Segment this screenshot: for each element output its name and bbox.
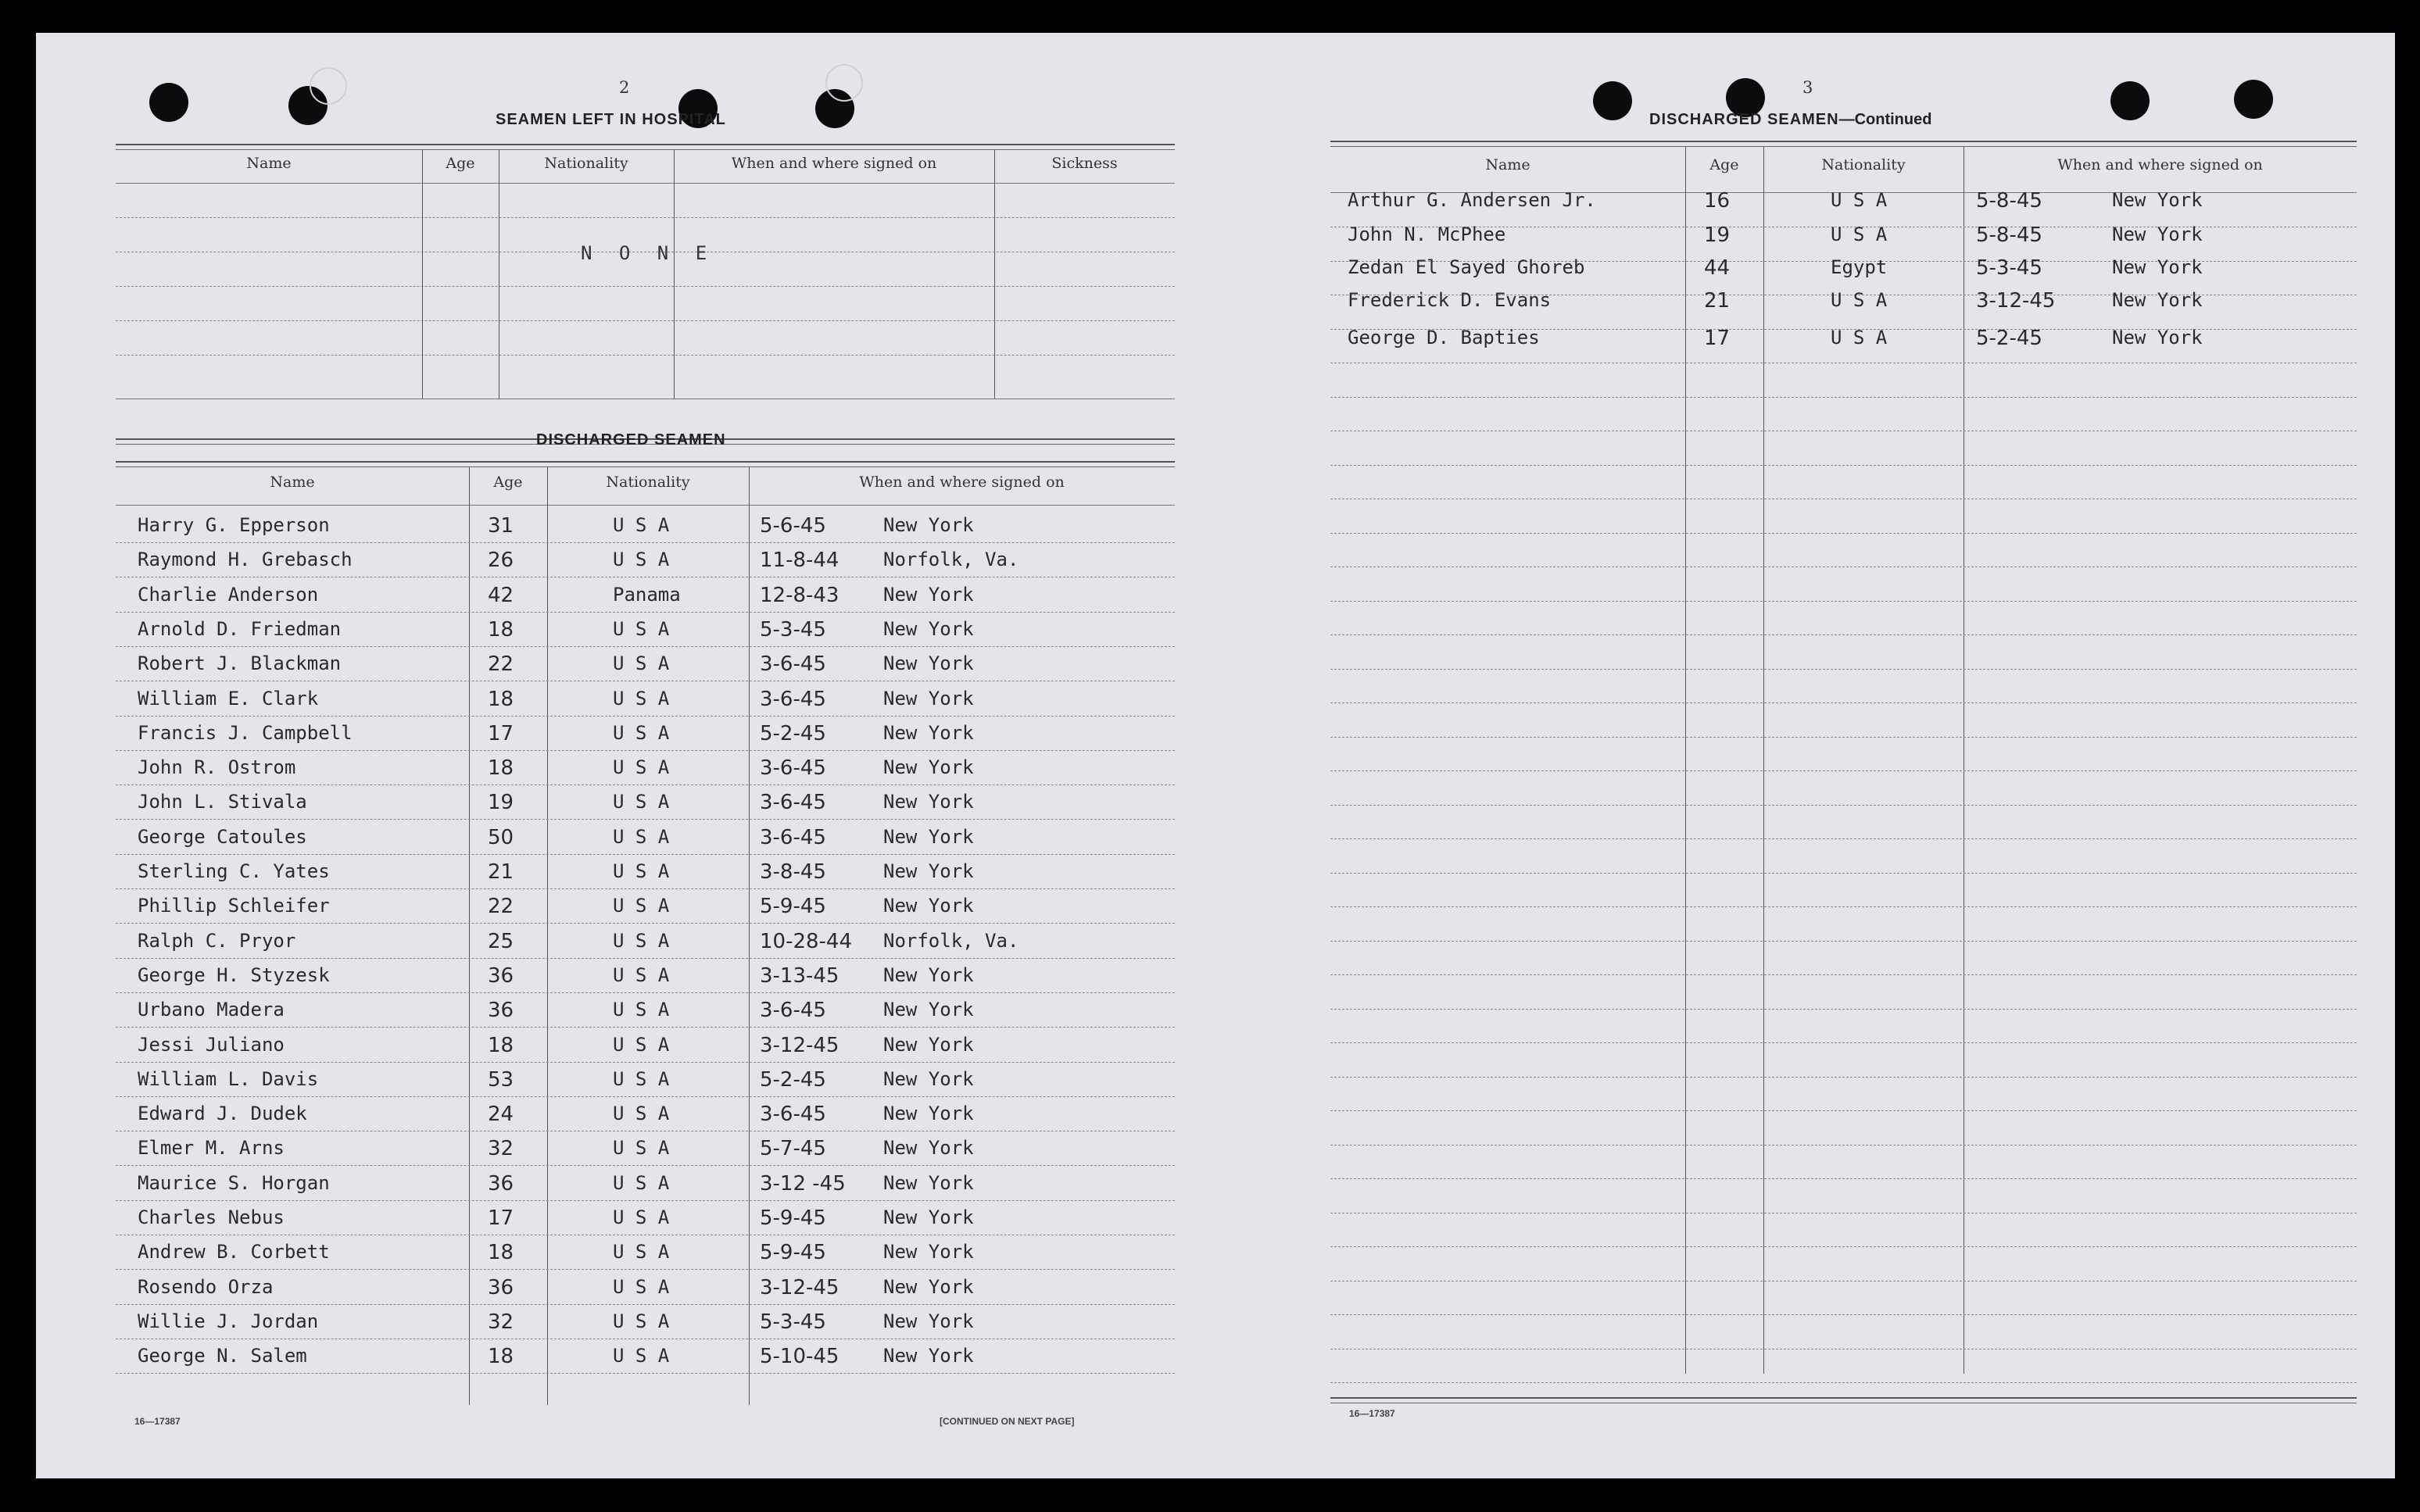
col-header-sickness: Sickness [1051,155,1118,172]
cell-name: Harry G. Epperson [138,514,330,536]
cell-age: 18 [488,1034,514,1057]
cell-date: 10-28-44 [760,930,853,953]
cell-age: 17 [1704,327,1731,350]
cell-age: 22 [488,895,514,918]
row-rule [1330,601,2357,602]
cell-age: 19 [1704,223,1731,247]
cell-name: Urbano Madera [138,999,285,1021]
cell-date: 5-8-45 [1976,189,2042,213]
row-rule [1330,634,2357,635]
cell-date: 5-8-45 [1976,223,2042,247]
cell-date: 5-2-45 [760,1068,826,1092]
cell-name: John L. Stivala [138,791,307,813]
row-rule [1330,669,2357,670]
cell-nationality: U S A [613,999,670,1021]
punch-hole [1593,81,1632,120]
punch-hole-faint [825,64,863,102]
cell-place: New York [883,999,974,1021]
cell-age: 22 [488,652,514,676]
section-title-hospital: SEAMEN LEFT IN HOSPITAL [496,111,726,128]
row-rule [116,888,1175,889]
punch-hole [2234,80,2273,119]
col-header-age: Age [446,155,475,172]
cell-date: 5-9-45 [760,1241,826,1264]
cell-nationality: U S A [613,826,670,848]
cell-name: Arthur G. Andersen Jr. [1348,189,1596,211]
row-rule [116,1269,1175,1270]
col-header-nationality: Nationality [544,155,628,172]
cell-place: New York [2112,189,2203,211]
cell-name: Rosendo Orza [138,1276,274,1298]
cell-place: New York [883,1345,974,1367]
row-rule [1330,702,2357,703]
cell-nationality: U S A [613,1034,670,1056]
cell-place: New York [2112,223,2203,245]
row-rule [116,542,1175,543]
left-page [36,33,1193,1478]
col-header-signed-on: When and where signed on [731,155,937,172]
cell-name: William E. Clark [138,688,319,710]
cell-name: Phillip Schleifer [138,895,330,917]
cell-place: New York [883,618,974,640]
continued-note: [CONTINUED ON NEXT PAGE] [940,1416,1075,1427]
cell-name: Jessi Juliano [138,1034,285,1056]
row-rule [1330,1246,2357,1247]
cell-nationality: U S A [1831,289,1888,311]
cell-nationality: U S A [613,514,670,536]
cell-age: 17 [488,722,514,745]
cell-age: 44 [1704,256,1731,280]
cell-nationality: U S A [613,756,670,778]
row-rule [116,923,1175,924]
cell-place: New York [883,722,974,744]
col-header-nationality: Nationality [606,474,690,491]
cell-nationality: U S A [613,895,670,917]
cell-age: 19 [488,791,514,814]
col-header-name: Name [246,155,292,172]
row-rule [1330,737,2357,738]
row-rule [1330,974,2357,975]
cell-name: George Catoules [138,826,307,848]
cell-nationality: U S A [613,1068,670,1090]
cell-nationality: U S A [613,1172,670,1194]
row-rule [116,1373,1175,1374]
cell-nationality: U S A [1831,189,1888,211]
cell-nationality: U S A [613,722,670,744]
hospital-entry: N O N E [581,242,715,264]
cell-place: New York [883,1068,974,1090]
cell-date: 3-6-45 [760,999,826,1022]
cell-date: 11-8-44 [760,549,839,572]
cell-date: 3-12 -45 [760,1172,846,1196]
cell-date: 3-13-45 [760,964,839,988]
cell-date: 3-6-45 [760,756,826,780]
cell-date: 5-2-45 [1976,327,2042,350]
form-number: 16—17387 [134,1416,181,1427]
row-rule [1330,805,2357,806]
cell-name: Frederick D. Evans [1348,289,1552,311]
cell-name: Maurice S. Horgan [138,1172,330,1194]
cell-age: 36 [488,1276,514,1299]
cell-age: 53 [488,1068,514,1092]
cell-nationality: U S A [613,549,670,570]
cell-age: 18 [488,756,514,780]
cell-place: New York [883,1206,974,1228]
discharged-table [116,461,1175,1410]
cell-name: Elmer M. Arns [138,1137,285,1159]
cell-place: New York [883,652,974,674]
punch-hole [149,83,188,122]
cell-nationality: U S A [613,1276,670,1298]
cell-name: Sterling C. Yates [138,860,330,882]
cell-nationality: U S A [613,1345,670,1367]
cell-age: 26 [488,549,514,572]
document-scan [36,33,2395,1478]
cell-age: 18 [488,1241,514,1264]
row-rule [116,612,1175,613]
cell-name: George D. Bapties [1348,327,1540,349]
row-rule [1330,397,2357,398]
cell-date: 5-3-45 [760,1310,826,1334]
cell-date: 3-12-45 [760,1276,839,1299]
cell-date: 5-2-45 [760,722,826,745]
cell-date: 3-6-45 [760,826,826,849]
cell-name: Zedan El Sayed Ghoreb [1348,256,1585,278]
right-page [1271,33,2395,1478]
cell-name: John N. McPhee [1348,223,1506,245]
row-rule [1330,1110,2357,1111]
cell-date: 3-6-45 [760,791,826,814]
cell-name: Charlie Anderson [138,584,319,606]
cell-name: Robert J. Blackman [138,652,342,674]
cell-age: 21 [488,860,514,884]
cell-place: New York [2112,256,2203,278]
row-rule [116,819,1175,820]
cell-place: New York [883,1137,974,1159]
cell-age: 31 [488,514,514,538]
cell-nationality: U S A [613,688,670,710]
row-rule [1330,873,2357,874]
section-title-discharged-continued: DISCHARGED SEAMEN—Continued [1649,111,1932,128]
cell-age: 36 [488,999,514,1022]
cell-nationality: U S A [613,652,670,674]
punch-hole-faint [310,67,347,105]
cell-nationality: U S A [613,860,670,882]
cell-nationality: U S A [613,1241,670,1263]
cell-name: George N. Salem [138,1345,307,1367]
cell-date: 5-9-45 [760,1206,826,1230]
row-rule [1330,1042,2357,1043]
row-rule [1330,838,2357,839]
cell-nationality: U S A [613,1206,670,1228]
page-number: 2 [619,78,630,97]
row-rule [1330,1314,2357,1315]
cell-date: 3-6-45 [760,1103,826,1126]
cell-nationality: U S A [613,618,670,640]
row-rule [116,1200,1175,1201]
cell-age: 16 [1704,189,1731,213]
cell-date: 3-8-45 [760,860,826,884]
cell-place: New York [883,1103,974,1124]
row-rule [1330,1145,2357,1146]
col-header-nationality: Nationality [1821,156,1906,173]
continued-suffix: —Continued [1838,111,1932,128]
cell-date: 5-9-45 [760,895,826,918]
cell-place: Norfolk, Va. [883,930,1019,952]
cell-place: New York [2112,327,2203,349]
cell-place: New York [883,1241,974,1263]
row-rule [116,1096,1175,1097]
cell-place: New York [883,688,974,710]
cell-place: New York [883,895,974,917]
cell-age: 50 [488,826,514,849]
cell-age: 42 [488,584,514,607]
page-number: 3 [1802,78,1813,97]
row-rule [1330,1178,2357,1179]
row-rule [116,1304,1175,1305]
cell-date: 3-6-45 [760,652,826,676]
cell-nationality: Panama [613,584,681,606]
cell-place: New York [883,826,974,848]
row-rule [1330,770,2357,771]
cell-age: 36 [488,964,514,988]
cell-nationality: U S A [613,791,670,813]
cell-place: New York [883,756,974,778]
cell-nationality: U S A [613,1137,670,1159]
cell-name: Edward J. Dudek [138,1103,307,1124]
cell-place: Norfolk, Va. [883,549,1019,570]
row-rule [116,646,1175,647]
cell-place: New York [883,1172,974,1194]
discharged-table-continued [1330,141,2357,1410]
cell-date: 3-6-45 [760,688,826,711]
col-header-signed-on: When and where signed on [2057,156,2263,173]
cell-nationality: U S A [613,1310,670,1332]
cell-age: 32 [488,1137,514,1160]
cell-date: 3-12-45 [760,1034,839,1057]
cell-date: 5-6-45 [760,514,826,538]
cell-nationality: U S A [1831,223,1888,245]
cell-nationality: U S A [1831,327,1888,349]
row-rule [116,1165,1175,1166]
cell-age: 18 [488,688,514,711]
row-rule [1330,465,2357,466]
cell-date: 5-3-45 [1976,256,2042,280]
col-header-name: Name [270,474,315,491]
cell-name: Arnold D. Friedman [138,618,342,640]
cell-place: New York [883,1310,974,1332]
cell-age: 17 [488,1206,514,1230]
row-rule [116,854,1175,855]
cell-date: 3-12-45 [1976,289,2056,313]
cell-age: 18 [488,618,514,642]
punch-hole [2110,81,2150,120]
cell-place: New York [883,791,974,813]
col-header-name: Name [1485,156,1530,173]
cell-place: New York [883,584,974,606]
cell-date: 5-7-45 [760,1137,826,1160]
row-rule [1330,533,2357,534]
row-rule [1330,1009,2357,1010]
row-rule [116,992,1175,993]
row-rule [1330,906,2357,907]
row-rule [116,958,1175,959]
row-rule [1330,941,2357,942]
col-header-age: Age [493,474,523,491]
cell-age: 24 [488,1103,514,1126]
row-rule [1330,1077,2357,1078]
cell-age: 32 [488,1310,514,1334]
cell-nationality: U S A [613,964,670,986]
cell-name: Charles Nebus [138,1206,285,1228]
cell-place: New York [883,1034,974,1056]
row-rule [116,716,1175,717]
col-header-signed-on: When and where signed on [859,474,1065,491]
cell-name: George H. Styzesk [138,964,330,986]
cell-age: 21 [1704,289,1731,313]
cell-name: Ralph C. Pryor [138,930,296,952]
cell-date: 5-10-45 [760,1345,839,1368]
cell-name: Francis J. Campbell [138,722,353,744]
section-title-discharged: DISCHARGED SEAMEN [536,431,726,449]
col-header-age: Age [1709,156,1739,173]
row-rule [116,750,1175,751]
cell-name: Andrew B. Corbett [138,1241,330,1263]
cell-age: 36 [488,1172,514,1196]
cell-name: Raymond H. Grebasch [138,549,353,570]
cell-age: 18 [488,1345,514,1368]
cell-place: New York [883,964,974,986]
row-rule [116,1062,1175,1063]
cell-place: New York [883,514,974,536]
cell-name: William L. Davis [138,1068,319,1090]
cell-place: New York [883,1276,974,1298]
cell-place: New York [883,860,974,882]
cell-name: Willie J. Jordan [138,1310,319,1332]
row-rule [1330,1382,2357,1383]
cell-place: New York [2112,289,2203,311]
row-rule [116,1027,1175,1028]
cell-nationality: Egypt [1831,256,1888,278]
cell-date: 12-8-43 [760,584,839,607]
cell-age: 25 [488,930,514,953]
cell-date: 5-3-45 [760,618,826,642]
cell-name: John R. Ostrom [138,756,296,778]
cell-nationality: U S A [613,930,670,952]
form-number: 16—17387 [1349,1408,1395,1419]
row-rule [1330,1213,2357,1214]
hospital-table [116,144,1175,447]
cell-nationality: U S A [613,1103,670,1124]
